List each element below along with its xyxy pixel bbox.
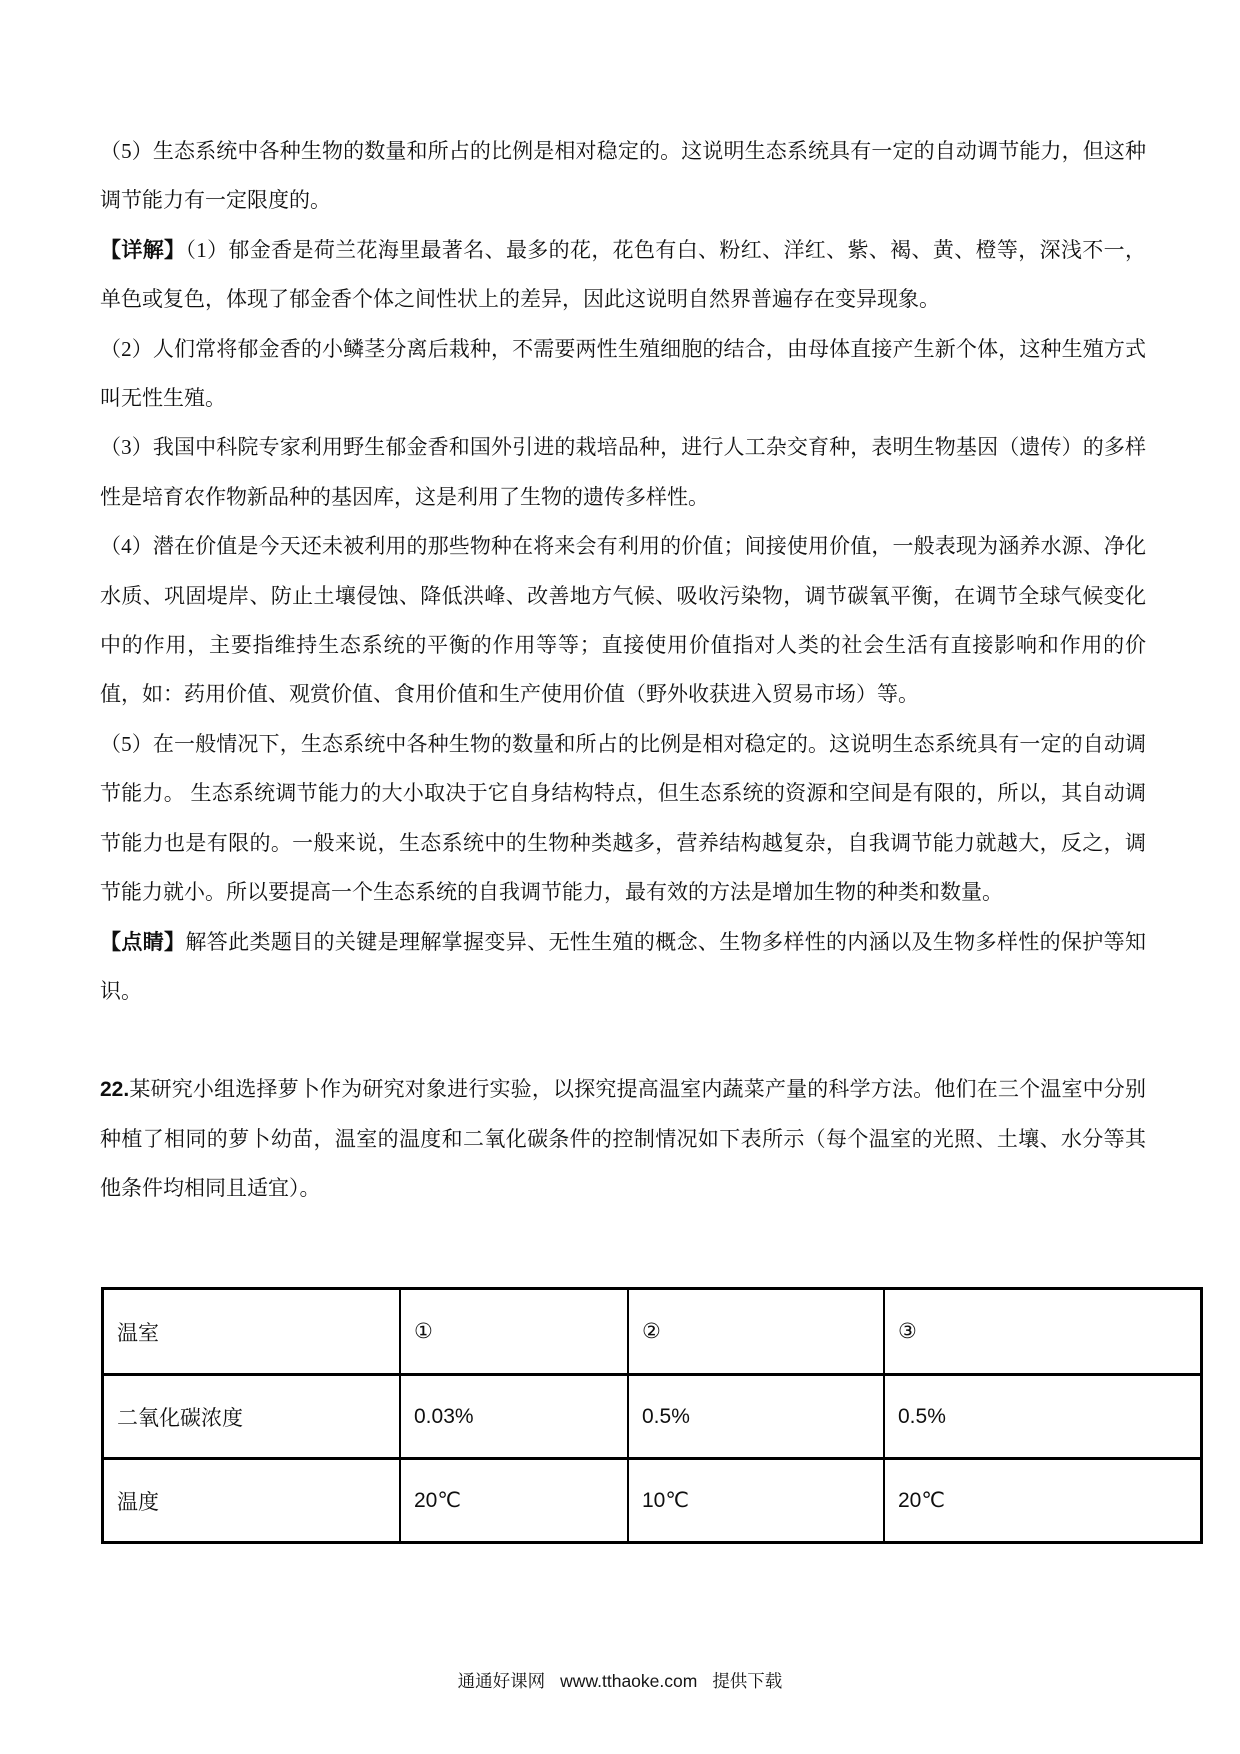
- answer-paragraph-text: （5）在一般情况下，生态系统中各种生物的数量和所占的比例是相对稳定的。这说明生态系统具有一定的自动调节能力。 生态系统调节能力的大小取决于它自身结构特点，但生态系统的资源和空间是有限的，所以，其自动调节能力也是有限的。一般来说，生态系统中的生物种类越多，营养结构越复杂，自我调节能力就越大，反之，调节能力就小。所以要提高一个生态系统的自我调节能力，最有效的方法是增加生物的种类和数量。: [100, 731, 1146, 905]
- answer-paragraph: [100, 918, 1146, 1017]
- footer-url: www.tthaoke.com: [560, 1671, 698, 1691]
- table-cell-temp-1: 20℃: [400, 1459, 628, 1543]
- question-22: [100, 1065, 1146, 1213]
- footer-suffix: 提供下载: [712, 1671, 783, 1691]
- answer-paragraph-text: （3）我国中科院专家利用野生郁金香和国外引进的栽培品种，进行人工杂交育种，表明生物基因（遗传）的多样性是培育农作物新品种的基因库，这是利用了生物的遗传多样性。: [100, 435, 1146, 509]
- page-footer: [0, 1668, 1240, 1693]
- table-row: [103, 1289, 1202, 1375]
- answer-paragraph: [100, 127, 1146, 226]
- answer-paragraph-text: 解答此类题目的关键是理解掌握变异、无性生殖的概念、生物多样性的内涵以及生物多样性的保护等知识。: [100, 929, 1147, 1003]
- table-cell-co2-1: 0.03%: [400, 1375, 628, 1459]
- table-row: [103, 1375, 1202, 1459]
- answer-paragraph-text: （1）郁金香是荷兰花海里最著名、最多的花，花色有白、粉红、洋红、紫、褐、黄、橙等，深浅不一，单色或复色，体现了郁金香个体之间性状上的差异，因此这说明自然界普遍存在变异现象。: [100, 237, 1146, 312]
- answer-paragraph: [100, 423, 1146, 522]
- document-body: [100, 127, 1146, 1214]
- table-cell-co2-header: 二氧化碳浓度: [103, 1375, 401, 1459]
- table-cell-temp-2: 10℃: [628, 1459, 884, 1543]
- table-cell-temp-3: 20℃: [884, 1459, 1202, 1543]
- footer-site-name: 通通好课网: [457, 1671, 546, 1691]
- table-cell-greenhouse-header: 温室: [103, 1289, 401, 1375]
- answer-paragraph: [100, 325, 1146, 424]
- table-cell-greenhouse-2: ②: [628, 1289, 884, 1375]
- question-number: 22.: [100, 1078, 130, 1102]
- answer-paragraph: [100, 522, 1146, 720]
- table-row: [103, 1459, 1202, 1543]
- table-cell-co2-2: 0.5%: [628, 1375, 884, 1459]
- answer-paragraph: [100, 226, 1146, 325]
- table-cell-co2-3: 0.5%: [884, 1375, 1202, 1459]
- answer-paragraph-text: （5）生态系统中各种生物的数量和所占的比例是相对稳定的。这说明生态系统具有一定的自动调节能力，但这种调节能力有一定限度的。: [100, 139, 1146, 213]
- table-cell-greenhouse-1: ①: [400, 1289, 628, 1375]
- table-cell-temp-header: 温度: [103, 1459, 401, 1543]
- question-text: 某研究小组选择萝卜作为研究对象进行实验，以探究提高温室内蔬菜产量的科学方法。他们在三个温室中分别种植了相同的萝卜幼苗，温室的温度和二氧化碳条件的控制情况如下表所示（每个温室的光照、土壤、水分等其他条件均相同且适宜）。: [100, 1077, 1146, 1201]
- answer-paragraph: [100, 720, 1146, 918]
- answer-paragraph-text: （4）潜在价值是今天还未被利用的那些物种在将来会有利用的价值；间接使用价值，一般表现为涵养水源、净化水质、巩固堤岸、防止土壤侵蚀、降低洪峰、改善地方气候、吸收污染物，调节碳氧平衡，在调节全球气候变化中的作用，主要指维持生态系统的平衡的作用等等；直接使用价值指对人类的社会生活有直接影响和作用的价值，如：药用价值、观赏价值、食用价值和生产使用价值（野外收获进入贸易市场）等。: [100, 534, 1146, 707]
- keypoint-label: 【点睛】: [100, 929, 186, 954]
- table-cell-greenhouse-3: ③: [884, 1289, 1202, 1375]
- answer-paragraph-text: （2）人们常将郁金香的小鳞茎分离后栽种，不需要两性生殖细胞的结合，由母体直接产生新个体，这种生殖方式叫无性生殖。: [100, 336, 1146, 411]
- greenhouse-conditions-table: [101, 1287, 1203, 1544]
- detail-label: 【详解】: [100, 237, 186, 262]
